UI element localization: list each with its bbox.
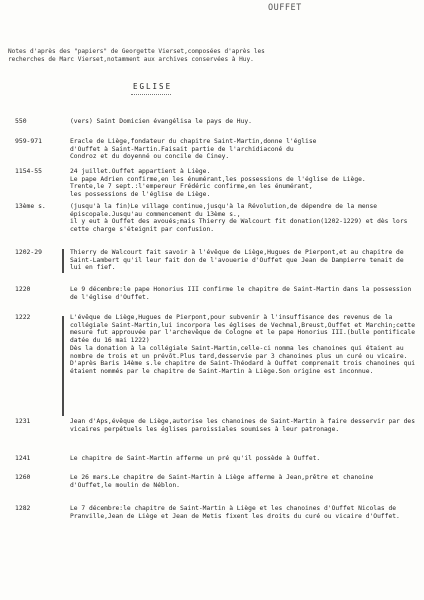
entry-date: 1241 bbox=[15, 454, 31, 462]
entry-date: 1202-29 bbox=[15, 248, 42, 256]
entry-text: (vers) Saint Domicien évangélisa le pays de Huy. bbox=[70, 118, 252, 125]
source-notes: Notes d'après des "papiers" de Georgette Vierset,composées d'après les recherches de Marc Vierset,notamment aux archives conservées à Huy. bbox=[8, 48, 265, 63]
entry-text: Le 9 décembre:le pape Honorius III confirme le chapitre de Saint-Martin dans la possession de l'église d'Ouffet. bbox=[70, 286, 412, 301]
section-underline bbox=[131, 94, 171, 95]
entry-text: Le 26 mars.Le chapitre de Saint-Martin à Liège afferme à Jean,prêtre et chanoine d'Ouffet,le moulin de Néblon. bbox=[70, 474, 374, 489]
entry-text: Thierry de Walcourt fait savoir à l'évêque de Liège,Hugues de Pierpont,et au chapitre de Saint-Lambert qu'il leur fait don de l'avouerie d'Ouffet que Jean de Dampierre tenait de lui en fief. bbox=[70, 249, 404, 272]
entry-text: Le chapitre de Saint-Martin afferme un pré qu'il possède à Ouffet. bbox=[70, 455, 321, 462]
document-header: OUFFET bbox=[268, 3, 302, 13]
margin-bar bbox=[62, 249, 64, 273]
entry-date: 1222 bbox=[15, 313, 31, 321]
entry-date: 1260 bbox=[15, 473, 31, 481]
entry-date: 1231 bbox=[15, 417, 31, 425]
entry-text: Jean d'Aps,évêque de Liège,autorise les chanoines de Saint-Martin à faire desservir par des vicaires perpétuels les églises paroissiales soumises à leur patronage. bbox=[70, 418, 415, 433]
entry-text: 24 juillet.Ouffet appartient à Liège. Le pape Adrien confirme,en les énumérant,les possessions de l'église de Liège. Trente,le 7 sept.:l'empereur Frédéric confirme,en les énumérant, les possessions de l'église de Liège. bbox=[70, 168, 366, 199]
margin-bar bbox=[62, 316, 64, 416]
entry-date: 13ème s. bbox=[15, 202, 46, 210]
entry-date: 550 bbox=[15, 117, 27, 125]
entry-date: 1282 bbox=[15, 504, 31, 512]
entry-date: 1220 bbox=[15, 285, 31, 293]
entry-text: Eracle de Liège,fondateur du chapitre Saint-Martin,donne l'église d'Ouffet à Saint-Martin.Faisait partie de l'archidiaconé du Condroz et du doyenné ou concile de Ciney. bbox=[70, 138, 317, 161]
entry-date: 1154-55 bbox=[15, 167, 42, 175]
entry-date: 959-971 bbox=[15, 137, 42, 145]
entry-text: L'évêque de Liège,Hugues de Pierpont,pour subvenir à l'insuffisance des revenus de la collégiale Saint-Martin,lui incorpora les églises de Vechmal,Breust,Ouffet et Marchin;cette mesure fut approuvée par l'archevêque de Cologne et le pape Honorius III.(bulle pontificale datée du 16 mai 1222) Dès la donation à la collégiale Saint-Martin,celle-ci nomma les chanoines qui étaient au nombre de trois et un prévôt.Plus tard,desservie par 3 chanoines plus un curé ou vicaire. D'après Baris 14ème s.le chapitre de Saint-Théodard à Ouffet comprenait trois chanoines qui étaient nommés par le chapitre de Saint-Martin à Liège.Son origine est inconnue. bbox=[70, 314, 415, 375]
entry-text: Le 7 décembre:le chapitre de Saint-Martin à Liège et les chanoines d'Ouffet Nicolas de Pranville,Jean de Liège et Jean de Metis fixent les droits du curé ou vicaire d'Ouffet. bbox=[70, 505, 400, 520]
section-title: EGLISE bbox=[133, 82, 173, 91]
entry-text: (jusqu'à la fin)Le village continue,jusqu'à la Révolution,de dépendre de la mense épiscopale.Jusqu'au commencement du 13ème s., il y eut à Ouffet des avoués;mais Thierry de Walcourt fit donation(1202-1229) et dès lors cette charge s'éteignit par confusion. bbox=[70, 203, 408, 234]
